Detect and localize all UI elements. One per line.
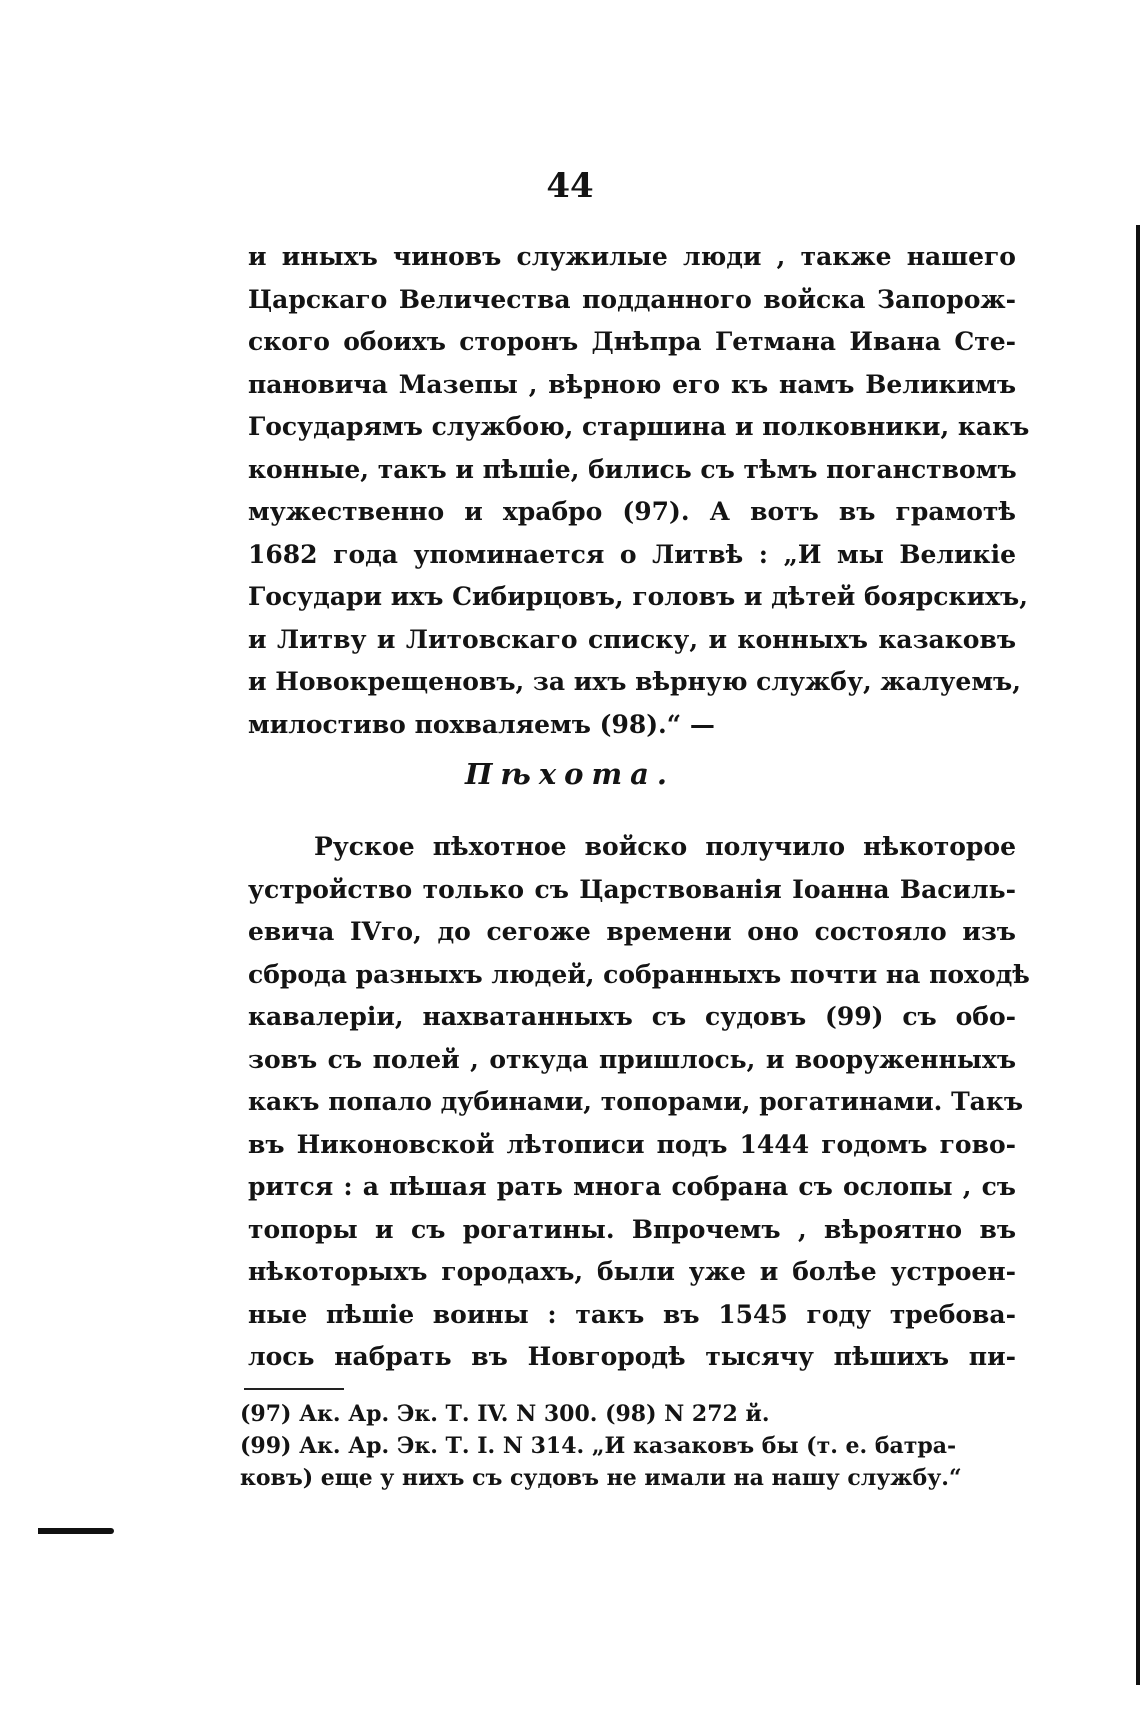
- text-line: какъ попало дубинами, топорами, рогатинами. Такъ: [248, 1087, 1024, 1116]
- text-line: Государямъ службою, старшина и полковники, какъ: [248, 412, 1030, 441]
- page-number: 44: [546, 166, 594, 206]
- text-line: мужественно и храбро (97). А вотъ въ грамотѣ: [248, 497, 1016, 526]
- scan-edge-shadow: [1136, 225, 1140, 1685]
- text-line: и Новокрещеновъ, за ихъ вѣрную службу, жалуемъ,: [248, 667, 1021, 696]
- text-line: 1682 года упоминается о Литвѣ : „И мы Великіе: [248, 539, 1016, 569]
- text-line: милостиво похваляемъ (98).“ —: [248, 709, 715, 739]
- text-line: Царскаго Величества подданного войска Запорож-: [248, 284, 1016, 314]
- footnote-divider: [244, 1388, 344, 1390]
- text-line: ского обоихъ сторонъ Днѣпра Гетмана Ивана Сте-: [248, 327, 1016, 356]
- footnote-line: (99) Ак. Ар. Эк. Т. I. N 314. „И казаковъ бы (т. е. батра-: [240, 1433, 957, 1459]
- text-line: въ Никоновской лѣтописи подъ 1444 годомъ гово-: [248, 1129, 1016, 1159]
- text-line: рится : а пѣшая рать многа собрана съ ослопы , съ: [248, 1172, 1016, 1201]
- footnote-line: (97) Ак. Ар. Эк. Т. IV. N 300. (98) N 272 й.: [240, 1401, 770, 1427]
- text-line: и Литву и Литовскаго списку, и конныхъ казаковъ: [248, 624, 1016, 654]
- paragraph-cossacks: [248, 236, 1030, 746]
- text-line: евича IVго, до сегоже времени оно состояло изъ: [248, 917, 1016, 946]
- text-line: зовъ съ полей , откуда пришлось, и вооруженныхъ: [248, 1044, 1016, 1074]
- text-line: лось набрать въ Новгородѣ тысячу пѣшихъ пи-: [248, 1342, 1016, 1371]
- text-line: и иныхъ чиновъ служилые люди , также нашего: [248, 242, 1016, 271]
- scan-mark: [38, 1528, 114, 1534]
- section-heading: Пѣхота.: [464, 757, 676, 791]
- text-line: ные пѣшіе воины : такъ въ 1545 году требова-: [248, 1299, 1016, 1329]
- footnotes: [240, 1398, 1020, 1494]
- text-line: нѣкоторыхъ городахъ, были уже и болѣе устроен-: [248, 1257, 1016, 1286]
- text-line: кавалеріи, нахватанныхъ съ судовъ (99) съ обо-: [248, 1002, 1016, 1031]
- paragraph-infantry: [248, 826, 1030, 1379]
- text-line: конные, такъ и пѣшіе, бились съ тѣмъ поганствомъ: [248, 454, 1017, 484]
- text-line: топоры и съ рогатины. Впрочемъ , вѣроятно въ: [248, 1214, 1016, 1244]
- footnote-line: ковъ) еще у нихъ съ судовъ не имали на нашу службу.“: [240, 1465, 962, 1491]
- text-line: пановича Мазепы , вѣрною его къ намъ Великимъ: [248, 369, 1016, 399]
- text-line: Руское пѣхотное войско получило нѣкоторое: [314, 832, 1016, 861]
- text-line: Государи ихъ Сибирцовъ, головъ и дѣтей боярскихъ,: [248, 582, 1028, 611]
- text-line: сброда разныхъ людей, собранныхъ почти на походѣ: [248, 959, 1030, 989]
- text-line: устройство только съ Царствованія Іоанна Василь-: [248, 874, 1016, 904]
